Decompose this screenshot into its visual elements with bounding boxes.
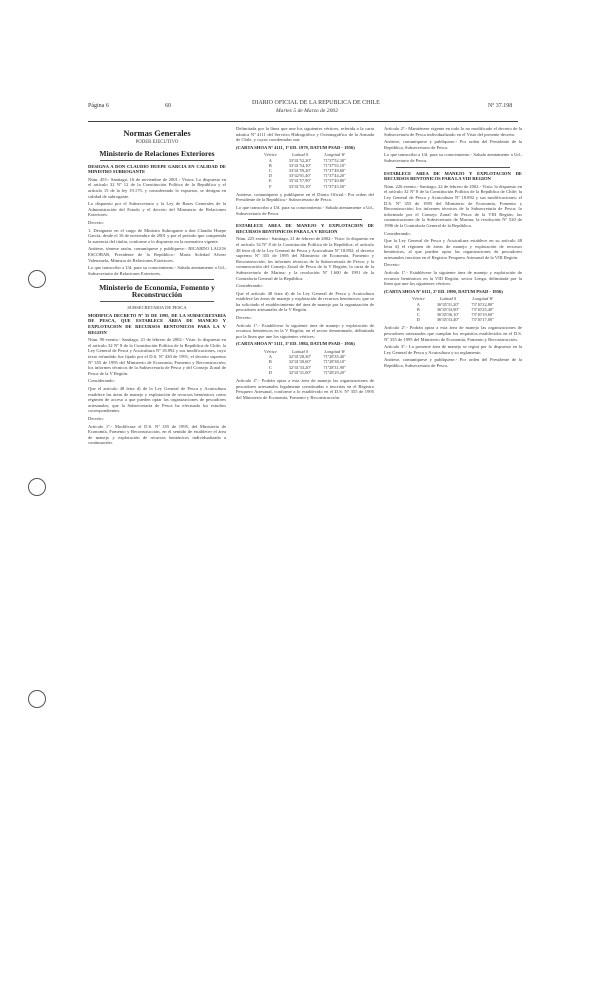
- vertex-cell: D: [416, 317, 420, 323]
- latitude-cell: 33º41'55,10": [288, 183, 312, 189]
- decree-body: Núm. 455.- Santiago, 16 de noviembre de 2001.- Vistos: Lo dispuesto en el artículo 32 Nº 12 de la Constitución Política de la República y el artículo 15 de la ley 19.175, y considerando lo expuesto, se designa en calidad de subrogante.: [88, 176, 226, 199]
- column-intro: Delimitada por la línea que une los siguientes vértices, referida a la carta náutica Nº 4111 del Servicio Hidrográfico y Oceanográfico de la Armada de Chile, y cuyas coordenadas son:: [236, 126, 374, 143]
- decree-body: Núm. 226 exento.- Santiago, 22 de febrero de 2002.- Visto: lo dispuesto en el artículo 32 Nº 8 de la Constitución Política de la República de Chile; la Ley General de Pesca y Acuicultura Nº 18.892 y sus modificaciones; el D.S. Nº 355 de 1995 del Ministerio de Economía, Fomento y Reconstrucción; los informes técnicos de la Subsecretaría de Pesca; lo informado por el Consejo Zonal de Pesca de la VIII Región; las comunicaciones de la Subsecretaría de Marina; la resolución Nº 520 de 1996 de la Contraloría General de la República.: [384, 183, 522, 228]
- column-header: Latitud S: [292, 152, 309, 158]
- latitude-cell: 33º41'54,10": [288, 162, 312, 168]
- latitude-cell: 36º45'36,10": [436, 312, 460, 318]
- punch-hole-middle: [28, 478, 46, 496]
- decree-considerando: Que la Ley General de Pesca y Acuicultura establece en su artículo 48 letra d) el régimen de áreas de manejo y explotación de recursos bentónicos, al que pueden optar las organizaciones de pescadores artesanales inscritas en el Registro Pesquero Artesanal de la VIII Región.: [384, 238, 522, 260]
- latitude-cell: 36º45'31,20": [436, 301, 460, 307]
- longitude-cell: 73º10'25,40": [471, 306, 494, 312]
- divider: [396, 167, 510, 168]
- page-number: 60: [165, 103, 171, 109]
- vertex-cell: C: [416, 312, 420, 318]
- decree-transcribe: Lo que transcribo a Ud. para su conocimiento.- Saluda atentamente a Ud., Subsecretario de Pesca.: [236, 204, 374, 216]
- column-header: Vértice: [264, 349, 277, 355]
- column-header: Latitud S: [292, 349, 309, 355]
- longitude-cell: 71º28'35,40": [323, 354, 346, 360]
- vertex-cell: A: [416, 301, 420, 307]
- vertex-cell: B: [416, 306, 420, 312]
- decree-title: MODIFICA DECRETO Nº 35 DE 1995, DE LA SUBSECRETARIA DE PESCA, QUE ESTABLECE ÁREA DE MANEJO Y EXPLOTACION DE RECURSOS BENTONICOS PARA LA V REGION: [88, 312, 226, 335]
- longitude-cell: 71º37'52,30": [323, 157, 346, 163]
- column-header: Longitud W: [324, 349, 345, 355]
- decree-transcribe: Lo que transcribo a Ud. para su conocimiento.- Saluda atentamente a Ud., Subsecretario de Relaciones Exteriores.: [88, 265, 226, 276]
- ministry-subheading: SUBSECRETARIA DE PESCA: [127, 305, 187, 311]
- latitude-cell: 33º41'59,20": [288, 167, 312, 173]
- column-2: [236, 126, 374, 796]
- section-subtitle: PODER EJECUTIVO: [135, 140, 179, 145]
- column-header: Latitud S: [440, 296, 457, 302]
- considerando-heading: Considerando:: [88, 378, 115, 384]
- column-header: Longitud W: [472, 296, 493, 302]
- longitude-cell: 73º10'17,00": [471, 317, 494, 323]
- ministry-heading: Ministerio de Relaciones Exteriores: [99, 148, 215, 158]
- section-title: Normas Generales: [123, 128, 191, 138]
- latitude-cell: 32º41'33,20": [288, 364, 312, 370]
- punch-hole-top: [28, 270, 46, 288]
- decree-signature: Anótese, comuníquese y publíquese en el Diario Oficial.- Por orden del Presidente de la República.- Subsecretario de Pesca.: [236, 191, 374, 203]
- decree-article: Artículo 3º.- La presente área de manejo se regirá por lo dispuesto en la Ley General de Pesca y Acuicultura y su reglamento.: [384, 344, 522, 355]
- ministry-heading: Ministerio de Economía, Fomento y Reconstrucción: [99, 283, 215, 300]
- decreto-heading: Decreto:: [88, 219, 104, 225]
- coordinates-table: [258, 152, 352, 188]
- vertex-cell: A: [268, 354, 272, 360]
- column-1: [88, 126, 226, 796]
- considerando-heading: Considerando:: [236, 283, 263, 289]
- latitude-cell: 32º41'30,60": [288, 359, 312, 365]
- longitude-cell: 71º37'45,50": [323, 183, 346, 189]
- vertex-cell: F: [269, 183, 272, 189]
- longitude-cell: 71º28'29,20": [323, 369, 346, 375]
- column-header: Vértice: [412, 296, 425, 302]
- decree-considerando: Que el artículo 48 letra d) de la Ley General de Pesca y Acuicultura establece las áreas de manejo y explotación de recursos bentónicos; que se ha solicitado el establecimiento del área de manejo por la organización de pescadores artesanales de la V Región.: [236, 290, 374, 313]
- table-row: [258, 370, 352, 375]
- vertex-cell: D: [268, 369, 272, 375]
- table-caption: (CARTA SHOA Nº 4111, 1ª ED. 1979, DATUM PSAD - 1956): [236, 144, 355, 150]
- longitude-cell: 71º28'31,90": [323, 364, 346, 370]
- column-3: [384, 126, 522, 796]
- divider: [100, 279, 214, 280]
- coordinates-table: [406, 296, 500, 322]
- decree-article: Artículo 2º.- Podrán optar a esta área de manejo las organizaciones de pescadores artesanales legalmente constituidas e inscritas en el Registro Pesquero Artesanal, conforme a lo establecido en el D.S. Nº 355 de 1995 del Ministerio de Economía, Fomento y Reconstrucción.: [236, 378, 374, 400]
- decree-note: Lo dispuesto por el Subsecretario y la Ley de Bases Generales de la Administración del Estado y el decreto del Ministerio de Relaciones Exteriores.: [88, 201, 226, 218]
- table-row: [258, 184, 352, 189]
- vertex-cell: C: [268, 167, 272, 173]
- coordinates-table: [258, 349, 352, 375]
- decree-title: ESTABLECE AREA DE MANEJO Y EXPLOTACION DE RECURSOS BENTONICOS PARA LA VIII REGION: [384, 170, 522, 182]
- decree-title: ESTABLECE AREA DE MANEJO Y EXPLOTACION DE RECURSOS BENTONICOS PARA LA V REGION: [236, 223, 374, 234]
- vertex-cell: C: [268, 364, 272, 370]
- longitude-cell: 71º37'55,10": [323, 162, 346, 168]
- decreto-heading: Decreto:: [384, 262, 400, 268]
- longitude-cell: 73º10'19,60": [471, 312, 494, 318]
- decree-signature: Anótese, comuníquese y publíquese.- Por orden del Presidente de la República, Subsecretario de Pesca.: [384, 357, 522, 369]
- decree-title: DESIGNA A DON CLAUDIO HUEPE GARCIA EN CALIDAD DE MINISTRO SUBROGANTE: [88, 163, 226, 175]
- latitude-cell: 32º41'31,00": [288, 369, 312, 375]
- vertex-cell: D: [268, 173, 272, 179]
- decree-signature: Anótese, tómese razón, comuníquese y publíquese.- RICARDO LAGOS ESCOBAR, Presidente de la República.- María Soledad Alvear Valenzuela, Ministra de Relaciones Exteriores.: [88, 246, 226, 263]
- decree-article: 1. Designase en el cargo de Ministro Subrogante a don Claudio Huepe García, desde el 16 de noviembre de 2001 y por el período que comprenda la ausencia del titular, conforme a lo dispuesto en la normativa vigente.: [88, 227, 226, 244]
- decreto-heading: Decreto:: [236, 315, 252, 321]
- latitude-cell: 33º41'52,20": [288, 157, 312, 163]
- latitude-cell: 32º41'28,30": [288, 354, 312, 360]
- decree-transcribe: Lo que transcribo a Ud. para su conocimiento.- Saluda atentamente a Ud., Subsecretario de Pesca.: [384, 152, 522, 163]
- table-header-row: [406, 296, 500, 301]
- latitude-cell: 36º45'33,40": [436, 317, 460, 323]
- decree-article: Artículo 1º.- Modifícase el D.S. Nº 355 de 1995, del Ministerio de Economía, Fomento y Reconstrucción, en el sentido de establecer el área de manejo y explotación de recursos bentónicos individualizada a continuación.: [88, 423, 226, 446]
- column-header: Longitud W: [324, 152, 345, 158]
- column-intro: Artículo 2º.- Mantiénese vigente en todo lo no modificado el decreto de la Subsecretaría de Pesca individualizado en el Visto del presente decreto.: [384, 126, 522, 137]
- longitude-cell: 71º37'44,20": [323, 173, 346, 179]
- issue-number: Nº 37.198: [488, 103, 513, 109]
- considerando-heading: Considerando:: [384, 230, 411, 236]
- column-header: Vértice: [264, 152, 277, 158]
- decreto-heading: Decreto:: [88, 415, 104, 421]
- decree-signature: Anótese, comuníquese y publíquese.- Por orden del Presidente de la República, Subsecretario de Pesca.: [384, 139, 522, 150]
- decree-article: Artículo 2º.- Podrán optar a esta área de manejo las organizaciones de pescadores artesanales que cumplan los requisitos establecidos en el D.S. Nº 355 de 1995 del Ministerio de Economía, Fomento y Reconstrucción.: [384, 325, 522, 342]
- table-row: [406, 317, 500, 322]
- decree-article: Artículo 1º.- Establécese la siguiente área de manejo y explotación de recursos bentónicos en la V Región, en el sector denominado, delimitada por la línea que une los siguientes vértices:: [236, 322, 374, 339]
- vertex-cell: B: [268, 359, 272, 365]
- longitude-cell: 71º28'38,10": [323, 359, 346, 365]
- divider: [100, 301, 214, 302]
- decree-body: Núm. 225 exento.- Santiago, 21 de febrero de 2002.- Visto: lo dispuesto en el artículo 32 Nº 8 de la Constitución Política de la República; el artículo 48 letra d) de la Ley General de Pesca y Acuicultura Nº 18.892; el decreto supremo Nº 355 de 1995 del Ministerio de Economía, Fomento y Reconstrucción; los informes técnicos de la Subsecretaría de Pesca; y la comunicación del Consejo Zonal de Pesca de la V Región; la carta de la Subsecretaría de Marina; y la resolución Nº 1.600 de 1991 de la Contraloría General de la República.: [236, 236, 374, 281]
- divider: [248, 219, 362, 220]
- divider: [100, 160, 214, 161]
- punch-hole-bottom: [28, 690, 46, 708]
- longitude-cell: 73º10'22,80": [471, 301, 494, 307]
- latitude-cell: 33º41'57,90": [288, 178, 312, 184]
- longitude-cell: 71º37'40,80": [323, 178, 346, 184]
- header-rule: [88, 121, 518, 122]
- vertex-cell: A: [268, 157, 272, 163]
- decree-considerando: Que el artículo 48 letra d) de la Ley General de Pesca y Acuicultura establece las áreas de manejo y explotación de recursos bentónicos como régimen de acceso a que pueden optar las organizaciones de pescadores artesanales; que la Subsecretaría de Pesca ha efectuado los estudios correspondientes.: [88, 386, 226, 414]
- latitude-cell: 33º42'01,40": [288, 173, 312, 179]
- table-caption: (CARTA SHOA Nº 5111, 3ª ED. 1984, DATUM PSAD - 1956): [236, 341, 355, 347]
- decree-article: Artículo 1º.- Establécese la siguiente área de manejo y explotación de recursos bentónicos en la VIII Región, sector Lenga, delimitada por la línea que une los siguientes vértices:: [384, 270, 522, 287]
- decree-body: Núm. 90 exento.- Santiago, 21 de febrero de 2002.- Visto: lo dispuesto en el artículo 32 Nº 8 de la Constitución Política de la República de Chile; la Ley General de Pesca y Acuicultura Nº 18.892 y sus modificaciones, cuyo texto refundido fue fijado por el D.S. Nº 430 de 1991; el decreto supremo Nº 355 de 1995 del Ministerio de Economía, Fomento y Reconstrucción; los informes técnicos de la Subsecretaría de Pesca y del Consejo Zonal de Pesca de la V Región.: [88, 337, 226, 376]
- table-header-row: [258, 152, 352, 157]
- longitude-cell: 71º37'48,60": [323, 167, 346, 173]
- table-caption: (CARTA SHOA Nº 6111, 2ª ED. 1990, DATUM PSAD - 1956): [384, 288, 503, 294]
- issue-date: Martes 5 de Marzo de 2002: [276, 108, 338, 114]
- page-label: Página 6: [88, 103, 109, 109]
- latitude-cell: 36º45'33,90": [436, 306, 460, 312]
- vertex-cell: B: [268, 162, 272, 168]
- journal-title: DIARIO OFICIAL DE LA REPUBLICA DE CHILE: [252, 100, 380, 106]
- vertex-cell: E: [269, 178, 272, 184]
